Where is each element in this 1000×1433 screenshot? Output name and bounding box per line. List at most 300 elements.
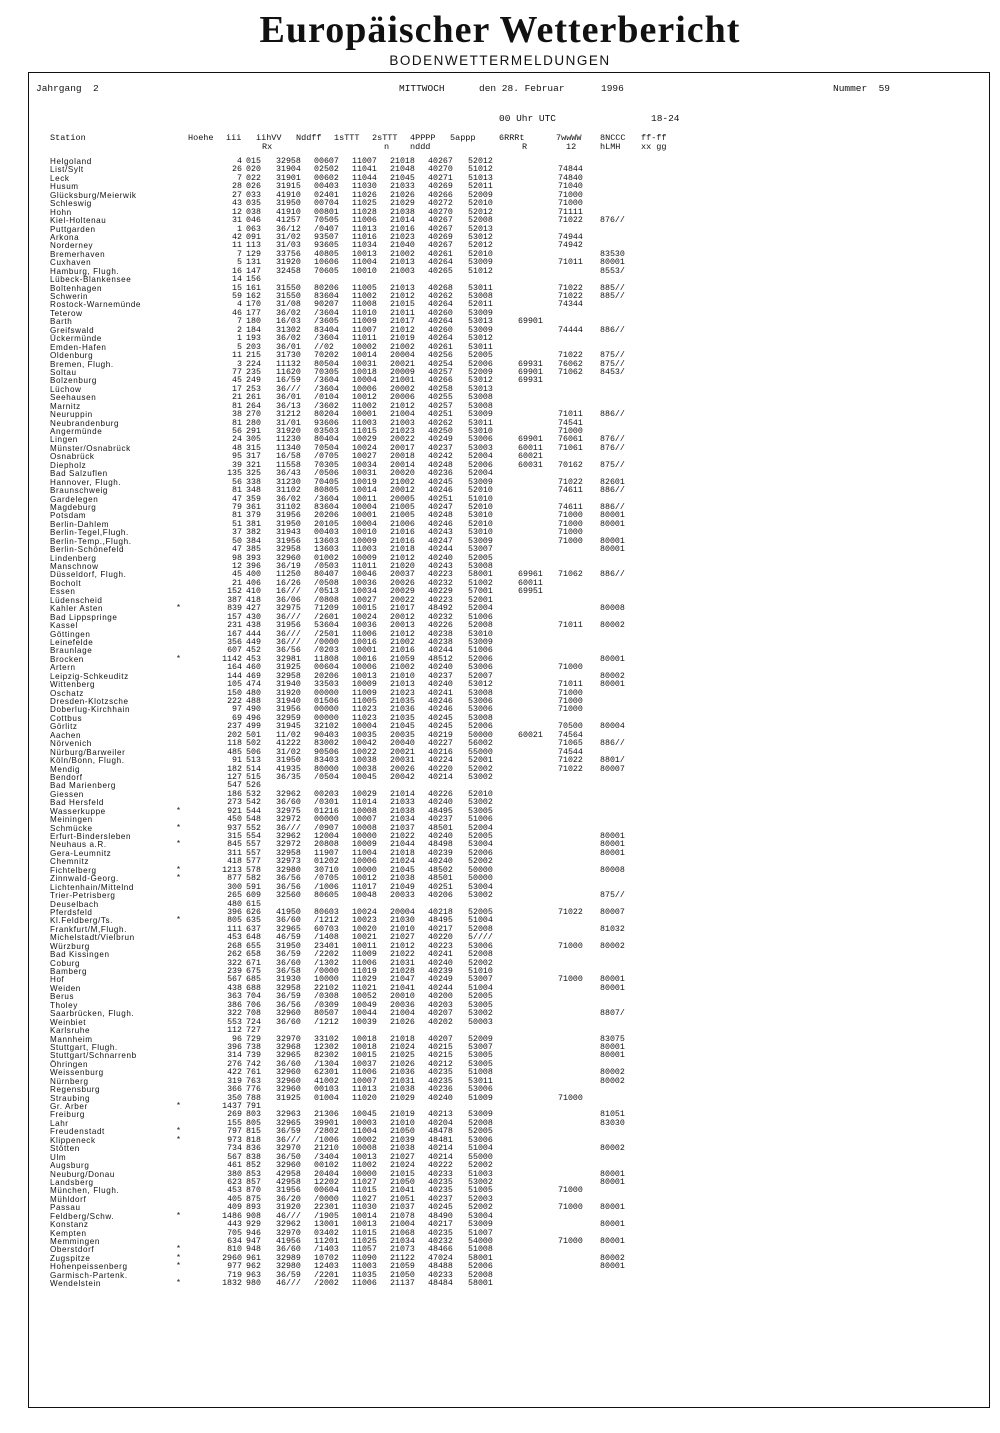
nddff: /3604 xyxy=(314,308,339,318)
pressure: 40227 xyxy=(428,739,453,749)
pressure: 40272 xyxy=(428,199,453,209)
precip: 60021 xyxy=(518,730,543,740)
station-name: Bremerhaven xyxy=(50,249,106,259)
tendency: 52004 xyxy=(468,452,493,462)
station-id: 203 xyxy=(246,342,261,352)
dewpoint: 21078 xyxy=(390,1211,415,1221)
tendency: 53002 xyxy=(468,1009,493,1019)
dewpoint: 20002 xyxy=(390,384,415,394)
station-name: Michelstadt/Vielbrun xyxy=(50,933,135,943)
station-name: Hohn xyxy=(50,207,72,217)
station-name: Bendorf xyxy=(50,772,83,782)
mountain-marker: * xyxy=(176,1102,181,1111)
nddff: 01002 xyxy=(314,553,339,563)
temp: 10049 xyxy=(352,1000,377,1010)
station-id: 177 xyxy=(246,308,261,318)
nddff: 00102 xyxy=(314,1161,339,1171)
station-name: Essen xyxy=(50,587,76,597)
station-id: 803 xyxy=(246,1110,261,1120)
temp: 10024 xyxy=(352,612,377,622)
clouds: 80001 xyxy=(600,975,625,985)
iihvv: 36/59 xyxy=(276,1127,301,1137)
pressure: 40262 xyxy=(428,292,453,301)
pressure: 40264 xyxy=(428,258,453,268)
utc-time: 00 Uhr UTC xyxy=(499,113,557,124)
nddff: /0407 xyxy=(314,224,339,234)
iihvv: 31956 xyxy=(276,621,301,631)
tendency: 52011 xyxy=(468,300,493,310)
dewpoint: 21029 xyxy=(390,199,415,209)
pressure: 40251 xyxy=(428,494,453,504)
station-id: 022 xyxy=(246,173,261,183)
station-id: 875 xyxy=(246,1194,261,1204)
temp: 10036 xyxy=(352,621,377,631)
station-id: 727 xyxy=(246,1026,261,1036)
precip: 69931 xyxy=(518,359,543,369)
iihvv: 36/20 xyxy=(276,1194,301,1204)
nddff: 39901 xyxy=(314,1118,339,1128)
height: 387 xyxy=(227,595,242,605)
dewpoint: 21013 xyxy=(390,680,415,690)
dewpoint: 21059 xyxy=(390,1262,415,1272)
temp: 10045 xyxy=(352,772,377,782)
station-name: Ulm xyxy=(50,1152,67,1162)
iihvv: 36/59 xyxy=(276,950,301,960)
clouds: 83030 xyxy=(600,1118,625,1128)
tendency: 53004 xyxy=(468,1211,493,1221)
station-name: Erfurt-Bindersleben xyxy=(50,832,132,841)
station-id: 776 xyxy=(246,1085,261,1095)
nddff: /0308 xyxy=(314,992,339,1002)
pressure: 40246 xyxy=(428,486,453,496)
station-id: 280 xyxy=(246,418,261,428)
iihvv: 31956 xyxy=(276,1186,301,1196)
iihvv: 32958 xyxy=(276,983,301,993)
tendency: 52004 xyxy=(468,604,493,614)
dewpoint: 21001 xyxy=(390,376,415,386)
height: 810 xyxy=(227,1245,242,1255)
tendency: 53008 xyxy=(468,401,493,411)
tendency: 51010 xyxy=(468,494,493,504)
height: 937 xyxy=(227,823,242,833)
nddff: //02 xyxy=(314,342,334,352)
dewpoint: 20036 xyxy=(390,1000,415,1010)
temp: 10010 xyxy=(352,266,377,276)
pressure: 40222 xyxy=(428,1161,453,1171)
temp: 11015 xyxy=(352,427,377,436)
station-name: Helgoland xyxy=(50,157,92,166)
station-id: 184 xyxy=(246,325,261,335)
station-id: 193 xyxy=(246,334,261,344)
station-name: Schmücke xyxy=(50,823,93,833)
temp: 11090 xyxy=(352,1253,377,1263)
clouds: 82601 xyxy=(600,477,625,487)
pressure: 48495 xyxy=(428,806,453,816)
nddff: 71209 xyxy=(314,604,339,614)
pressure: 40243 xyxy=(428,562,453,571)
dewpoint: 20006 xyxy=(390,393,415,403)
clouds: 80001 xyxy=(600,680,625,690)
tendency: 51006 xyxy=(468,646,493,656)
weather: 71000 xyxy=(558,975,583,985)
dewpoint: 21019 xyxy=(390,334,415,344)
pressure: 40256 xyxy=(428,351,453,361)
height: 319 xyxy=(227,1076,242,1086)
nddff: 80805 xyxy=(314,486,339,496)
tendency: 53006 xyxy=(468,697,493,706)
weather: 71022 xyxy=(558,216,583,226)
nddff: 11808 xyxy=(314,654,339,664)
station-id: 542 xyxy=(246,798,261,808)
nddff: /0513 xyxy=(314,587,339,597)
dewpoint: 21038 xyxy=(390,1144,415,1154)
nddff: 20206 xyxy=(314,511,339,521)
temp: 10002 xyxy=(352,1135,377,1145)
station-id: 490 xyxy=(246,705,261,715)
tendency: 53011 xyxy=(468,283,493,293)
pressure: 40248 xyxy=(428,460,453,470)
tendency: 51008 xyxy=(468,1068,493,1078)
station-name: Berus xyxy=(50,992,75,1002)
pressure: 40226 xyxy=(428,789,453,799)
height: 443 xyxy=(227,1220,242,1230)
station-id: 393 xyxy=(246,553,261,563)
weather: 71022 xyxy=(558,292,583,301)
pressure: 40260 xyxy=(428,308,453,318)
station-id: 474 xyxy=(246,680,261,690)
height: 81 xyxy=(232,401,242,411)
station-id: 852 xyxy=(246,1161,261,1171)
station-id: 291 xyxy=(246,427,261,436)
dewpoint: 21041 xyxy=(390,983,415,993)
page-title: Europäischer Wetterbericht xyxy=(259,9,741,51)
nddff: 33102 xyxy=(314,1034,339,1044)
pressure: 40220 xyxy=(428,933,453,943)
clouds: 885// xyxy=(600,283,625,293)
dewpoint: 21050 xyxy=(390,1177,415,1187)
dewpoint: 21003 xyxy=(390,418,415,428)
tendency: 52013 xyxy=(468,224,493,234)
height: 623 xyxy=(227,1177,242,1187)
station-id: 305 xyxy=(246,435,261,445)
tendency: 51004 xyxy=(468,916,493,926)
iihvv: 11340 xyxy=(276,443,301,453)
dewpoint: 21020 xyxy=(390,562,415,571)
nddff: 13001 xyxy=(314,1220,339,1230)
temp: 10020 xyxy=(352,924,377,934)
tendency: 52010 xyxy=(468,199,493,209)
station-name: Chemnitz xyxy=(50,857,89,867)
pressure: 40267 xyxy=(428,224,453,234)
dewpoint: 21036 xyxy=(390,1068,415,1078)
iihvv: 31920 xyxy=(276,427,301,436)
station-id: 449 xyxy=(246,637,261,647)
dewpoint: 21012 xyxy=(390,292,415,301)
tendency: 50003 xyxy=(468,1017,493,1027)
station-name: Leck xyxy=(50,173,70,183)
temp: 10011 xyxy=(352,494,377,504)
clouds: 8553/ xyxy=(600,266,625,276)
height: 50 xyxy=(232,536,242,546)
tendency: 53009 xyxy=(468,637,493,647)
tendency: 51010 xyxy=(468,967,493,976)
iihvv: 32960 xyxy=(276,1076,301,1086)
tendency: 58001 xyxy=(468,1253,493,1263)
clouds: 80002 xyxy=(600,1068,625,1078)
nddff: 80603 xyxy=(314,907,339,917)
date: den 28. Februar xyxy=(479,83,565,94)
iihvv: 32965 xyxy=(276,1051,301,1061)
mountain-marker: * xyxy=(176,874,181,884)
iihvv: 36/60 xyxy=(276,1245,301,1255)
dewpoint: 21002 xyxy=(390,477,415,487)
station-name: Leipzig-Schkeuditz xyxy=(50,671,129,681)
dewpoint: 21049 xyxy=(390,882,415,892)
station-id: 091 xyxy=(246,232,261,242)
station-name: Saarbrücken, Flugh. xyxy=(50,1009,135,1019)
nddff: 32102 xyxy=(314,722,339,732)
tendency: 53006 xyxy=(468,1135,493,1145)
tendency: 52006 xyxy=(468,460,493,470)
iihvv: 11/02 xyxy=(276,730,301,740)
tendency: 53008 xyxy=(468,562,493,571)
station-id: 532 xyxy=(246,789,261,799)
station-id: 742 xyxy=(246,1059,261,1069)
station-id: 384 xyxy=(246,536,261,546)
station-id: 469 xyxy=(246,671,261,681)
temp: 10035 xyxy=(352,730,377,740)
iihvv: 36/56 xyxy=(276,646,301,656)
station-name: Rostock-Warnemünde xyxy=(50,300,142,310)
nddff: 22102 xyxy=(314,983,339,993)
temp: 10013 xyxy=(352,1152,377,1162)
clouds: 83530 xyxy=(600,249,625,259)
station-id: 552 xyxy=(246,823,261,833)
tendency: 52010 xyxy=(468,502,493,512)
weather: 74564 xyxy=(558,730,583,740)
nddff: /0808 xyxy=(314,595,339,605)
clouds: 80007 xyxy=(600,907,625,917)
station-id: 947 xyxy=(246,1237,261,1246)
iihvv: 36/// xyxy=(276,612,301,622)
col-n: n xyxy=(384,142,390,152)
dewpoint: 20021 xyxy=(390,359,415,369)
clouds: 886// xyxy=(600,325,625,335)
nddff: /2201 xyxy=(314,1270,339,1280)
height: 805 xyxy=(227,916,242,926)
iihvv: 41910 xyxy=(276,190,301,200)
nddff: /1212 xyxy=(314,1017,339,1027)
station-id: 548 xyxy=(246,815,261,825)
clouds: 80001 xyxy=(600,1051,625,1061)
station-name: Bad Hersfeld xyxy=(50,798,104,808)
tendency: 52005 xyxy=(468,907,493,917)
height: 300 xyxy=(227,882,242,892)
tendency: 52008 xyxy=(468,1270,493,1280)
temp: 10008 xyxy=(352,1144,377,1154)
temp: 11011 xyxy=(352,334,377,344)
station-name: Lindenberg xyxy=(50,553,97,563)
height: 438 xyxy=(227,983,242,993)
tendency: 53011 xyxy=(468,342,493,352)
station-id: 480 xyxy=(246,688,261,698)
tendency: 53009 xyxy=(468,1220,493,1230)
iihvv: 36/59 xyxy=(276,992,301,1002)
mountain-marker: * xyxy=(176,1253,181,1263)
station-id: 961 xyxy=(246,1253,261,1263)
iihvv: 36/// xyxy=(276,823,301,833)
col-ffff: ff-ff xyxy=(641,133,667,143)
station-name: Augsburg xyxy=(50,1161,90,1171)
clouds: 80002 xyxy=(600,941,625,951)
pressure: 40239 xyxy=(428,848,453,858)
temp: 10045 xyxy=(352,1110,377,1120)
clouds: 80001 xyxy=(600,545,625,555)
clouds: 83075 xyxy=(600,1034,625,1044)
station-id: 688 xyxy=(246,983,261,993)
nddff: /3604 xyxy=(314,334,339,344)
precip: 60031 xyxy=(518,460,543,470)
station-id: 235 xyxy=(246,367,261,377)
height: 202 xyxy=(227,730,242,740)
iihvv: 36/60 xyxy=(276,1059,301,1069)
iihvv: 32962 xyxy=(276,832,301,841)
station-name: Garmisch-Partenk. xyxy=(50,1270,128,1280)
station-id: 675 xyxy=(246,967,261,976)
dewpoint: 21014 xyxy=(390,216,415,226)
station-name: Passau xyxy=(50,1203,81,1213)
station-id: 929 xyxy=(246,1220,261,1230)
height: 127 xyxy=(227,772,242,782)
dewpoint: 20017 xyxy=(390,443,415,453)
pressure: 40235 xyxy=(428,1177,453,1187)
height: 461 xyxy=(227,1161,242,1171)
station-id: 513 xyxy=(246,756,261,766)
tendency: 52006 xyxy=(468,654,493,664)
precip: 69931 xyxy=(518,376,543,386)
dewpoint: 21047 xyxy=(390,975,415,985)
temp: 11002 xyxy=(352,292,377,301)
dewpoint: 21004 xyxy=(390,1009,415,1019)
iihvv: 36/58 xyxy=(276,967,301,976)
station-name: Stuttgart/Schnarrenb xyxy=(50,1051,137,1061)
station-id: 113 xyxy=(246,241,261,251)
height: 31 xyxy=(232,216,242,226)
station-name: Zugspitze xyxy=(50,1253,91,1263)
tendency: 52003 xyxy=(468,1194,493,1204)
iihvv: 36/12 xyxy=(276,224,301,234)
station-name: Zinnwald-Georg. xyxy=(50,874,119,884)
clouds: 80001 xyxy=(600,654,625,664)
period-range: 18-24 xyxy=(651,113,680,124)
station-id: 578 xyxy=(246,865,261,875)
temp: 11002 xyxy=(352,401,377,411)
iihvv: 32958 xyxy=(276,671,301,681)
pressure: 40240 xyxy=(428,680,453,690)
nddff: 00403 xyxy=(314,182,339,192)
temp: 10018 xyxy=(352,1042,377,1052)
height: 91 xyxy=(232,756,242,766)
iihvv: 31550 xyxy=(276,292,301,301)
station-id: 506 xyxy=(246,747,261,757)
iihvv: 31925 xyxy=(276,1093,301,1103)
station-id: 170 xyxy=(246,300,261,310)
height: 77 xyxy=(232,367,242,377)
nddff: 80206 xyxy=(314,283,339,293)
station-id: 658 xyxy=(246,950,261,960)
dewpoint: 20026 xyxy=(390,764,415,774)
mountain-marker: * xyxy=(176,1127,181,1137)
dewpoint: 21015 xyxy=(390,300,415,310)
dewpoint: 21004 xyxy=(390,410,415,420)
dewpoint: 21034 xyxy=(390,1237,415,1246)
iihvv: 36/02 xyxy=(276,334,301,344)
col-5appp: 5appp xyxy=(450,133,476,143)
iihvv: 32960 xyxy=(276,1009,301,1019)
station-name: Freiburg xyxy=(50,1110,85,1120)
mountain-marker: * xyxy=(176,1211,181,1221)
height: 186 xyxy=(227,789,242,799)
dewpoint: 21050 xyxy=(390,1270,415,1280)
tendency: 53009 xyxy=(468,1110,493,1120)
precip: 60011 xyxy=(518,443,543,453)
tendency: 51012 xyxy=(468,165,493,175)
dewpoint: 21017 xyxy=(390,317,415,327)
pressure: 40249 xyxy=(428,435,453,445)
weather: 71011 xyxy=(558,621,583,631)
pressure: 40265 xyxy=(428,266,453,276)
nddff: /3604 xyxy=(314,376,339,386)
dewpoint: 21036 xyxy=(390,705,415,715)
station-id: 963 xyxy=(246,1270,261,1280)
clouds: 80001 xyxy=(600,258,625,268)
iihvv: 32970 xyxy=(276,1228,301,1238)
dewpoint: 21045 xyxy=(390,865,415,875)
pressure: 40245 xyxy=(428,713,453,723)
height: 152 xyxy=(227,587,242,597)
weather: 71000 xyxy=(558,199,583,209)
col-iihvv: iihVV xyxy=(256,133,282,143)
issue-number: Nummer 59 xyxy=(833,83,891,94)
station-name: Düsseldorf, Flugh. xyxy=(50,570,127,580)
clouds: 80001 xyxy=(600,832,625,841)
weather: 71065 xyxy=(558,739,583,749)
iihvv: 31950 xyxy=(276,941,301,951)
nddff: /1006 xyxy=(314,882,339,892)
height: 276 xyxy=(227,1059,242,1069)
nddff: /2002 xyxy=(314,1279,339,1289)
pressure: 48478 xyxy=(428,1127,453,1137)
clouds: 875// xyxy=(600,359,625,369)
temp: 11006 xyxy=(352,958,377,968)
pressure: 40229 xyxy=(428,587,453,597)
station-id: 400 xyxy=(246,570,261,580)
nddff: 20808 xyxy=(314,840,339,850)
nddff: 90403 xyxy=(314,730,339,740)
pressure: 40240 xyxy=(428,1093,453,1103)
height: 26 xyxy=(232,165,242,175)
dewpoint: 21024 xyxy=(390,1161,415,1171)
pressure: 40235 xyxy=(428,1068,453,1078)
nddff: /0000 xyxy=(314,967,339,976)
tendency: 53005 xyxy=(468,806,493,816)
station-name: Marnitz xyxy=(50,401,81,411)
height: 322 xyxy=(227,1009,242,1019)
nddff: 00801 xyxy=(314,207,339,217)
iihvv: 32972 xyxy=(276,840,301,850)
temp: 11006 xyxy=(352,1279,377,1289)
height: 269 xyxy=(227,1110,242,1120)
